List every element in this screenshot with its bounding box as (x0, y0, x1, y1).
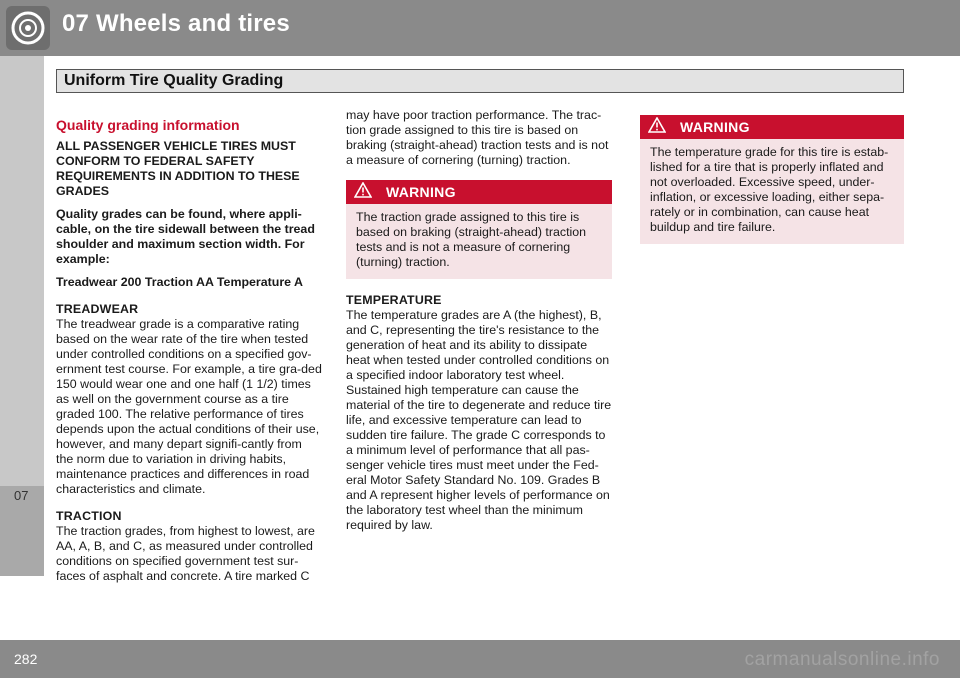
warning-header (640, 115, 904, 139)
traction-continued-text: may have poor traction performance. The trac-tion grade assigned to this tire is based on braking (straight-ahead) traction tests and is not a measure of cornering (turning) traction. (346, 108, 609, 167)
grade-example: Treadwear 200 Traction AA Temperature A (56, 275, 303, 289)
temperature-heading: TEMPERATURE (346, 293, 442, 307)
warning-triangle-icon (648, 117, 666, 137)
warning-text: The traction grade assigned to this tire is based on braking (straight-ahead) traction tests and is not a measure of cornering (turning) traction. (356, 210, 587, 269)
page-number: 282 (14, 651, 38, 667)
notice-caps: ALL PASSENGER VEHICLE TIRES MUST CONFORM TO FEDERAL SAFETY REQUIREMENTS IN ADDITION TO THESE GRADES (56, 139, 300, 198)
warning-text: The temperature grade for this tire is estab-lished for a tire that is properly inflated and not overloaded. Excessive speed, under-inflation, or excessive loading, either sepa-rately or in combination, can cause heat buildup and tire failure. (650, 145, 889, 234)
section-header (56, 69, 904, 93)
temperature-warning-box (640, 115, 904, 244)
notice-paragraph: Quality grades can be found, where appli-cable, on the tire sidewall between the tread shoulder and maximum section width. For example: (56, 207, 315, 266)
chapter-header (0, 0, 960, 56)
wheel-icon (6, 6, 50, 50)
column-1 (56, 108, 322, 584)
temperature-text: The temperature grades are A (the highest), B, and C, representing the tire's resistance to the generation of heat and its ability to dissipate heat when tested under controlled conditions on a specified indoor laboratory test wheel. Sustained high temperature can cause the material of the tire to degenerate and reduce tire life, and excessive temperature can lead to sudden tire failure. The grade C corresponds to a minimum level of performance that all pas-senger vehicle tires must meet under the Fed-eral Motor Safety Standard No. 109. Grades B and A represent higher levels of performance on the laboratory test wheel than the minimum required by law. (346, 308, 612, 532)
section-title: Uniform Tire Quality Grading (64, 72, 284, 89)
column-2 (346, 108, 612, 533)
traction-text: The traction grades, from highest to lowest, are AA, A, B, and C, as measured under controlled conditions on specified government test sur-faces of asphalt and concrete. A tire marked C (56, 524, 315, 583)
column-3 (640, 115, 904, 244)
chapter-title: 07 Wheels and tires (62, 10, 290, 37)
traction-warning-box (346, 180, 612, 279)
warning-label: WARNING (386, 183, 456, 200)
watermark: carmanualsonline.info (744, 649, 940, 670)
warning-triangle-icon (354, 182, 372, 202)
traction-heading: TRACTION (56, 509, 122, 523)
treadwear-text: The treadwear grade is a comparative rating based on the wear rate of the tire when tested under controlled conditions on a specified gov-ernment test course. For example, a tire gra-ded 150 would wear one and one half (1 1/2) times as well on the government course as a tire graded 100. The relative performance of tires depends upon the actual conditions of their use, however, and many depart signifi-cantly from the norm due to variation in driving habits, maintenance practices and differences in road characteristics and climate. (56, 317, 322, 496)
page-footer (0, 640, 960, 678)
treadwear-heading: TREADWEAR (56, 302, 139, 316)
warning-header (346, 180, 612, 204)
quality-grading-title: Quality grading information (56, 117, 240, 133)
side-chapter-number: 07 (14, 488, 29, 503)
warning-label: WARNING (680, 118, 750, 135)
